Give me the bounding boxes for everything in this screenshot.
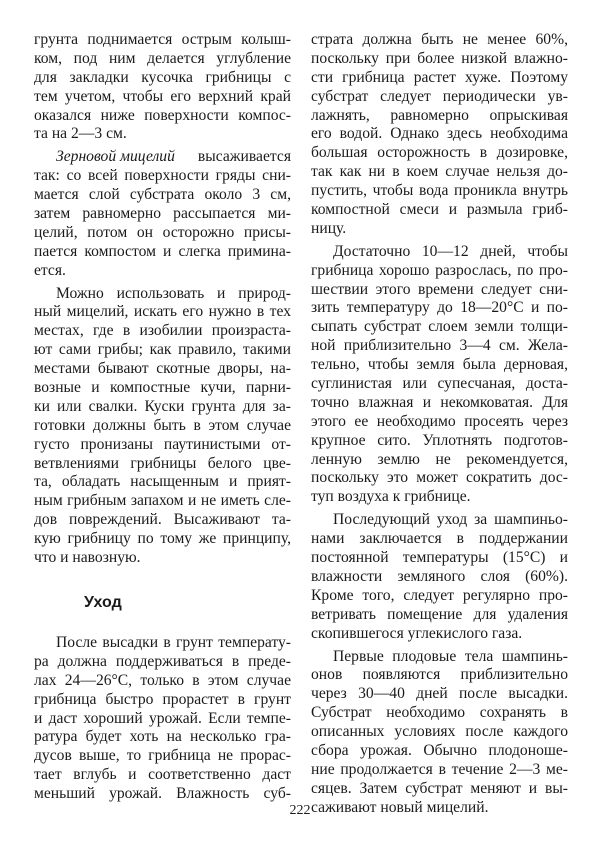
text-line: сти грибница растет хуже. Поэтому <box>311 68 568 86</box>
text-line: Можно использовать и природ- <box>56 284 291 302</box>
text-line: ветвлениями грибницы белого цве- <box>34 454 291 472</box>
page-number: 222 <box>289 803 311 818</box>
text-line: страта должна быть не менее 60%, <box>311 31 568 48</box>
section-heading: Уход <box>84 593 122 611</box>
text-line: постоянной температуры (15°С) и <box>311 549 568 567</box>
text-line: кую грибницу по тому же принципу, <box>34 530 291 548</box>
text-line: ют сами грибы; как правило, такими <box>34 341 291 359</box>
text-line: саживают новый мицелий. <box>311 798 489 816</box>
text-line: крупное сито. Уплотнять подготов- <box>311 431 568 449</box>
text-line: большая осторожность в дозировке, <box>311 144 568 162</box>
text-line: та, обладать насыщенным и прият- <box>34 473 291 491</box>
text-line: местах, где в изобилии произраста- <box>34 322 291 340</box>
text-line: лажнять, равномерно опрыскивая <box>311 106 568 124</box>
paragraph <box>34 31 291 144</box>
text-line: местами бывают скотные дворы, на- <box>34 360 291 378</box>
text-line: и даст хороший урожай. Если темпе- <box>34 709 291 727</box>
text-line: сбора урожая. Обычно плодоноше- <box>311 741 568 759</box>
text-line: грунта поднимается острым колыш- <box>34 31 291 48</box>
line-text: высаживается <box>194 148 291 166</box>
text-line: так как ни в коем случае нельзя до- <box>311 163 568 181</box>
paragraph <box>311 648 568 818</box>
text-line: ком, под ним делается углубление <box>34 49 291 67</box>
text-line: целий, потом он осторожно присы- <box>34 223 291 241</box>
paragraph <box>34 285 291 568</box>
text-line: сыпать субстрат слоем земли толщи- <box>311 318 568 336</box>
text-line: Последующий уход за шампиньо- <box>333 511 568 529</box>
text-line: возные и компостные кучи, парни- <box>34 379 291 397</box>
text-line: дов повреждений. Высаживают та- <box>34 511 291 529</box>
text-line: через 30—40 дней после высадки. <box>311 685 568 703</box>
text-line: грибница быстро прорастет в грунт <box>34 690 291 708</box>
text-line: описанных условиях после каждого <box>311 723 568 741</box>
text-line: дусов выше, то грибница не прорас- <box>34 747 291 765</box>
text-line: нами заключается в поддержании <box>311 530 568 548</box>
text-line: пается компостом и слегка примина- <box>34 242 291 260</box>
text-line: ницу. <box>311 219 347 237</box>
text-line: его водой. Однако здесь необходима <box>311 125 568 143</box>
text-line: тельно, чтобы земля была дерновая, <box>311 356 568 374</box>
text-line: ным грибным запахом и не иметь сле- <box>34 492 291 510</box>
text-line: ветривать помещение для удаления <box>311 605 568 623</box>
text-line: для закладки кусочка грибницы с <box>34 68 291 86</box>
text-line <box>34 148 291 167</box>
text-line: зить температуру до 18—20°С и по- <box>311 299 568 317</box>
text-line: меньший урожай. Влажность суб- <box>34 785 291 803</box>
text-line: этого ее необходимо просеять через <box>311 412 568 430</box>
text-line: ный мицелий, искать его нужно в тех <box>34 303 291 321</box>
text-line: готовки должны быть в этом случае <box>34 416 291 434</box>
text-line: После высадки в грунт температу- <box>56 633 291 651</box>
text-line: ется. <box>34 261 66 279</box>
text-line: лах 24—26°С, только в этом случае <box>34 671 291 689</box>
text-line: что и навозную. <box>34 549 141 567</box>
text-line: онов появляются приблизительно <box>311 666 568 684</box>
text-line: влажности земляного слоя (60%). <box>311 567 568 585</box>
text-line: оказался ниже поверхности компос- <box>34 106 291 124</box>
text-line: сяцев. Затем субстрат меняют и вы- <box>311 779 568 797</box>
italic-term: Зерновой мицелий <box>56 148 175 166</box>
text-line: густо пронизаны паутинистыми от- <box>34 435 291 453</box>
text-line: ной приблизительно 3—4 см. Жела- <box>311 337 568 355</box>
paragraph <box>311 243 568 507</box>
text-line: компостной смеси и размыла гриб- <box>311 201 568 219</box>
left-column <box>34 31 291 808</box>
text-line: Первые плодовые тела шампинь- <box>333 647 568 665</box>
text-line: та на 2—3 см. <box>34 125 127 143</box>
text-line: Субстрат необходимо сохранять в <box>311 704 568 722</box>
text-line: мается слой субстрата около 3 см, <box>34 186 291 204</box>
text-line: затем равномерно рассыпается ми- <box>34 205 291 223</box>
text-line: ленную землю не рекомендуется, <box>311 450 568 468</box>
right-column <box>311 31 568 822</box>
text-line: суглинистая или супесчаная, доста- <box>311 375 568 393</box>
text-line: тает вглубь и соответственно даст <box>34 766 291 784</box>
text-line: Кроме того, следует регулярно про- <box>311 586 568 604</box>
text-line: пустить, чтобы вода проникла внутрь <box>311 182 568 200</box>
text-line: так: со всей поверхности гряды сни- <box>34 167 291 185</box>
text-line: скопившегося углекислого газа. <box>311 624 523 642</box>
text-line: шествии этого времени следует сни- <box>311 280 568 298</box>
text-line: туп воздуха к грибнице. <box>311 488 471 506</box>
paragraph <box>34 148 291 280</box>
text-line: тем учетом, чтобы его верхний край <box>34 87 291 105</box>
text-line: ки или свалки. Куски грунта для за- <box>34 397 291 415</box>
paragraph <box>311 511 568 643</box>
text-line: ратура будет хоть на несколько гра- <box>34 728 291 746</box>
text-line: грибница хорошо разрослась, по про- <box>311 261 568 279</box>
text-line: точно влажная и некомковатая. Для <box>311 393 568 411</box>
text-line: Достаточно 10—12 дней, чтобы <box>333 242 568 260</box>
text-line: субстрат следует периодически ув- <box>311 87 568 105</box>
text-line: поскольку при более низкой влажно- <box>311 49 568 67</box>
text-line: ние продолжается в течение 2—3 ме- <box>311 760 568 778</box>
paragraph <box>311 31 568 239</box>
text-line: ра должна поддерживаться в преде- <box>34 652 291 670</box>
paragraph <box>34 634 291 804</box>
text-line: поскольку это может сократить дос- <box>311 469 568 487</box>
